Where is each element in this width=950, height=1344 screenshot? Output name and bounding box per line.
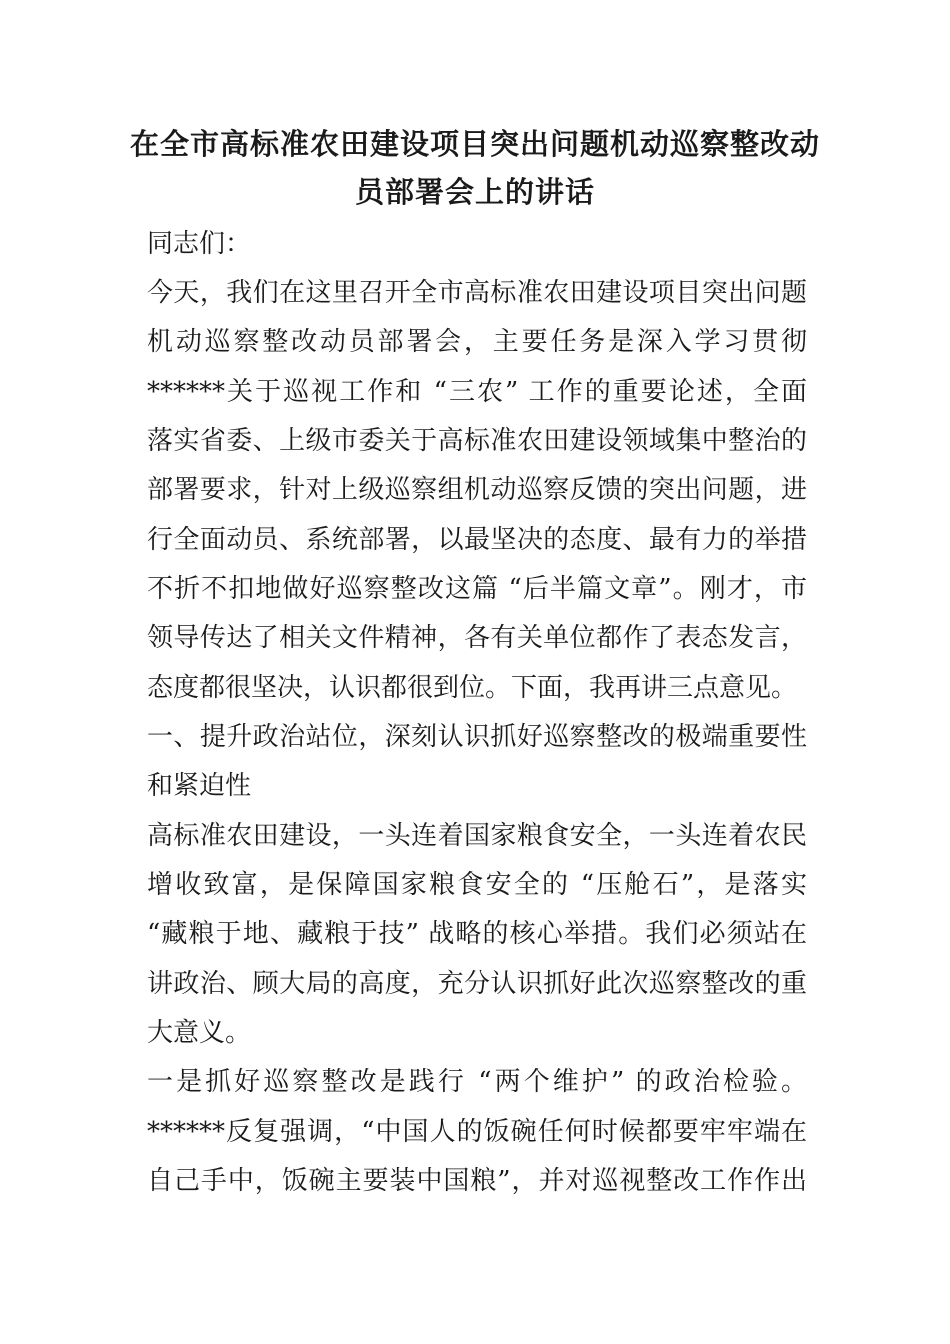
- body-line: “藏粮于地、藏粮于技” 战略的核心举措。我们必须站在: [147, 919, 807, 949]
- body-line: 态度都很坚决，认识都很到位。下面，我再讲三点意见。: [147, 673, 798, 703]
- body-line: 今天，我们在这里召开全市高标准农田建设项目突出问题: [147, 278, 807, 308]
- body-line: 不折不扣地做好巡察整改这篇 “后半篇文章”。刚才，市: [147, 574, 807, 604]
- body-line: 增收致富，是保障国家粮食安全的 “压舱石”，是落实: [147, 870, 807, 900]
- salutation: 同志们：: [147, 229, 252, 259]
- body-line: ******关于巡视工作和 “三农” 工作的重要论述，全面: [147, 377, 807, 407]
- body-line: 落实省委、上级市委关于高标准农田建设领域集中整治的: [147, 426, 807, 456]
- body-line: 大意义。: [147, 1018, 252, 1048]
- body-line: 讲政治、顾大局的高度，充分认识抓好此次巡察整改的重: [147, 969, 807, 999]
- document-title-line-2: 员部署会上的讲话: [354, 175, 595, 209]
- body-line: 一是抓好巡察整改是践行 “两个维护” 的政治检验。: [147, 1067, 807, 1097]
- body-line: 高标准农田建设，一头连着国家粮食安全，一头连着农民: [147, 821, 807, 851]
- body-line: 部署要求，针对上级巡察组机动巡察反馈的突出问题，进: [147, 475, 807, 505]
- document-title-line-1: 在全市高标准农田建设项目突出问题机动巡察整改动: [129, 127, 820, 161]
- section-heading-line: 和紧迫性: [147, 771, 252, 801]
- body-line: 行全面动员、系统部署，以最坚决的态度、最有力的举措: [147, 525, 807, 555]
- section-heading-line: 一、提升政治站位，深刻认识抓好巡察整改的极端重要性: [147, 722, 807, 752]
- body-line: ******反复强调，“中国人的饭碗任何时候都要牢牢端在: [147, 1117, 807, 1147]
- body-line: 自己手中，饭碗主要装中国粮”，并对巡视整改工作作出: [147, 1166, 807, 1196]
- body-line: 机动巡察整改动员部署会，主要任务是深入学习贯彻: [147, 327, 807, 357]
- body-line: 领导传达了相关文件精神，各有关单位都作了表态发言，: [147, 623, 807, 653]
